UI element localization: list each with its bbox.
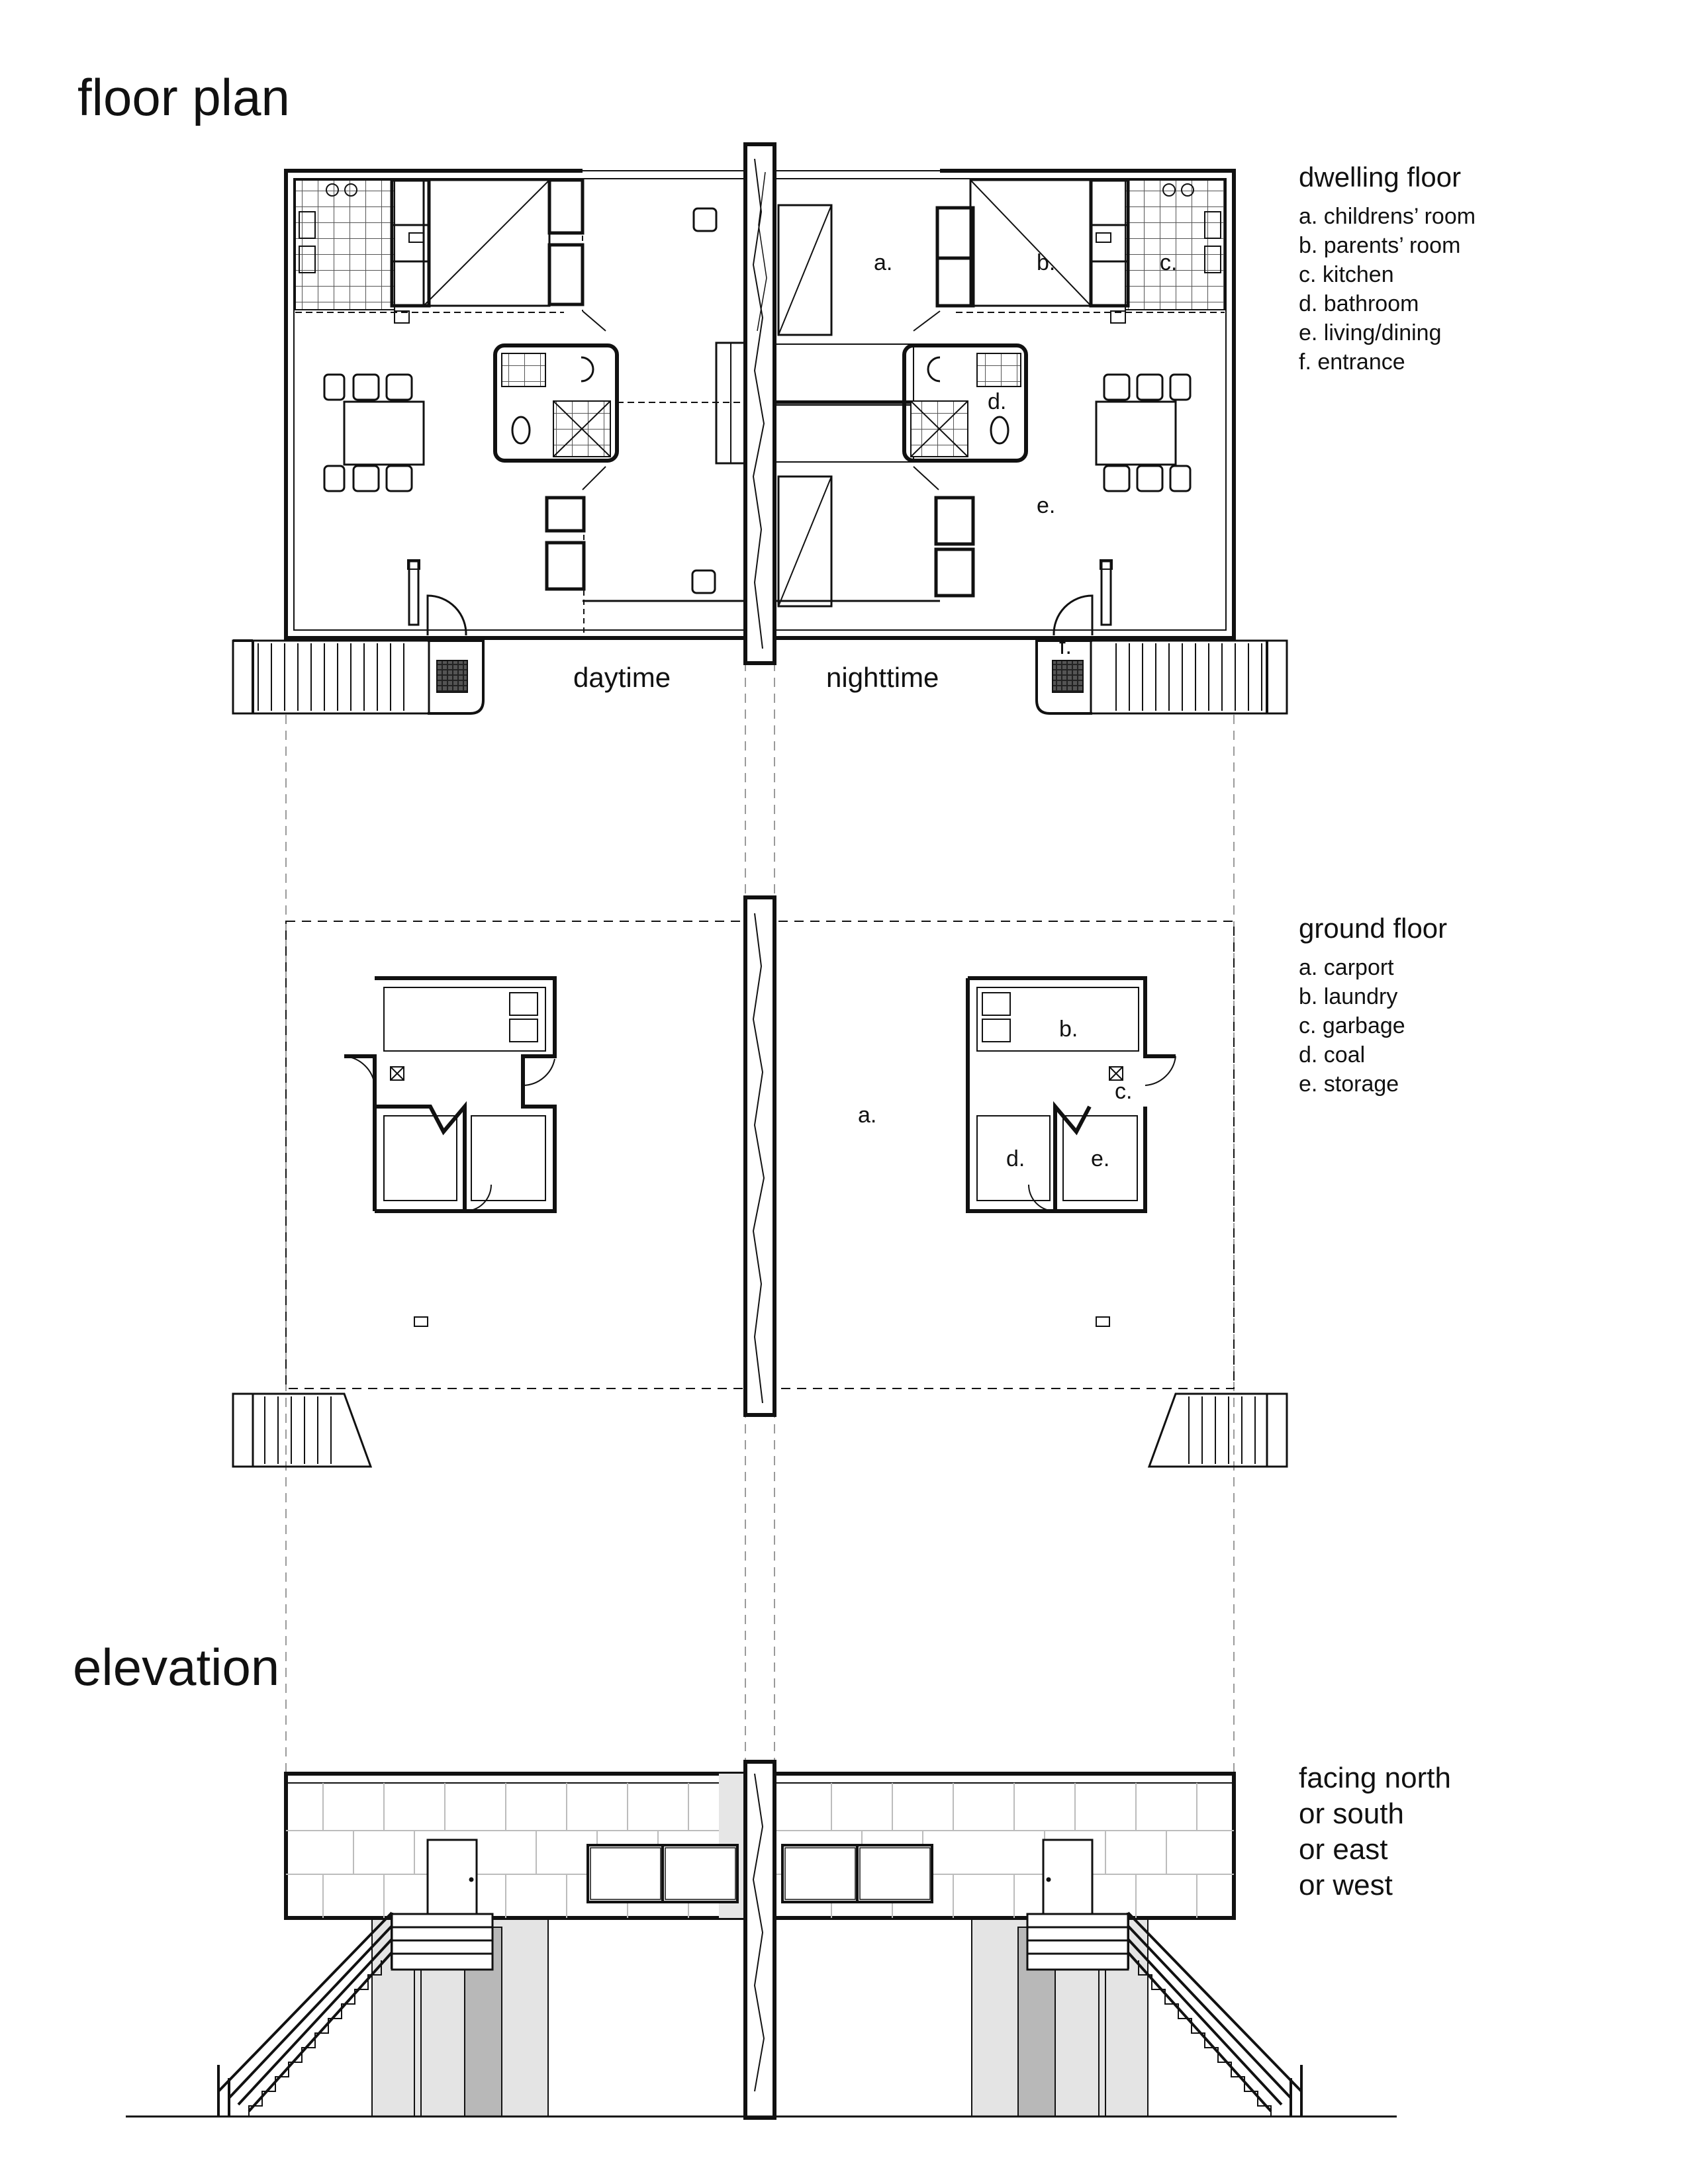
ground-room-mark-d: d. (1006, 1146, 1025, 1171)
elevation-heading: elevation (73, 1638, 280, 1696)
legend-item: e. storage (1299, 1071, 1399, 1097)
orientation-line: or west (1299, 1869, 1393, 1901)
legend-item: d. coal (1299, 1042, 1366, 1068)
orientation-line: or east (1299, 1833, 1388, 1866)
orientation-line: facing north (1299, 1762, 1451, 1794)
right-entrance-stair-treads (1116, 643, 1262, 711)
elevation-drawing (126, 1762, 1397, 2118)
ground-floor-title: ground floor (1299, 913, 1448, 944)
zone-label-daytime: daytime (573, 662, 671, 693)
legend-item: f. entrance (1299, 349, 1405, 375)
zone-label-nighttime: nighttime (826, 662, 939, 693)
dwelling-floor-title: dwelling floor (1299, 161, 1462, 193)
room-mark-d: d. (988, 389, 1007, 414)
orientation-line: or south (1299, 1797, 1404, 1830)
legend-item: e. living/dining (1299, 320, 1442, 346)
legend-item: b. laundry (1299, 984, 1398, 1010)
legend-item: b. parents’ room (1299, 233, 1461, 259)
room-mark-f: f. (1059, 634, 1072, 659)
room-mark-e: e. (1037, 493, 1056, 518)
legend-item: d. bathroom (1299, 291, 1419, 317)
floor-plan-heading: floor plan (77, 68, 290, 126)
legend-item: a. carport (1299, 955, 1394, 981)
legend-item: c. kitchen (1299, 262, 1394, 288)
room-mark-b: b. (1037, 250, 1056, 275)
ground-room-mark-c: c. (1115, 1079, 1133, 1104)
legend-item: c. garbage (1299, 1013, 1405, 1039)
ground-room-mark-a: a. (858, 1103, 877, 1128)
ground-room-mark-b: b. (1059, 1017, 1078, 1042)
room-mark-c: c. (1160, 250, 1178, 275)
ground-floor-plan (233, 897, 1287, 1467)
left-entrance-stair-treads (258, 643, 404, 711)
legend-item: a. childrens’ room (1299, 204, 1476, 230)
ground-room-mark-e: e. (1091, 1146, 1110, 1171)
room-mark-a: a. (874, 250, 893, 275)
dwelling-floor-plan (233, 144, 1287, 713)
